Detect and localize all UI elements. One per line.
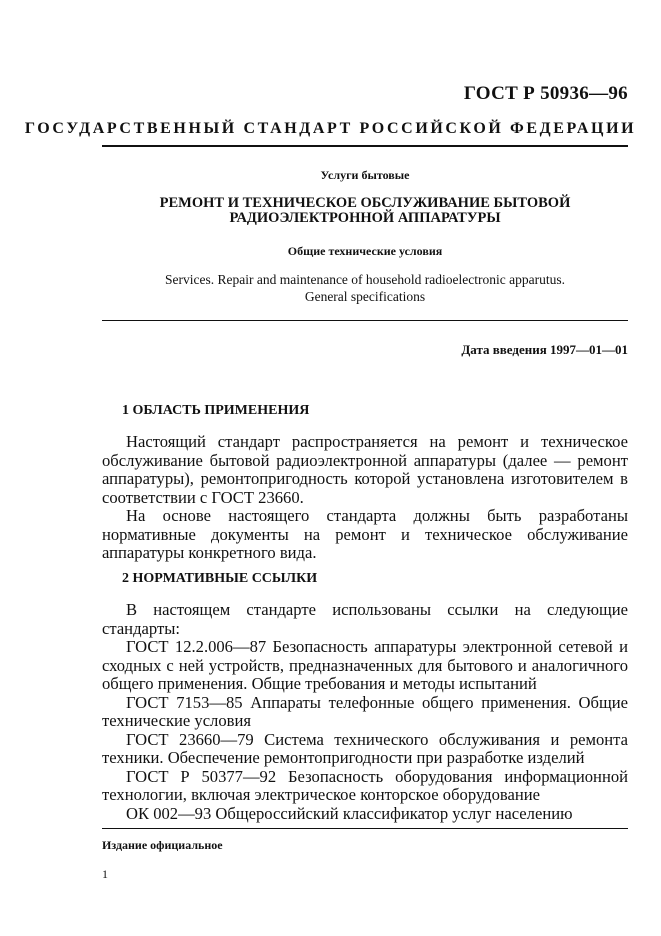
section-1-heading: 1 ОБЛАСТЬ ПРИМЕНЕНИЯ bbox=[122, 403, 310, 418]
reference-ok-002: ОК 002—93 Общероссийский классификатор услуг населению bbox=[126, 803, 573, 823]
reference-gost-12-2-006: ГОСТ 12.2.006—87 Безопасность аппаратуры электронной сетевой и сходных с ней устройств, предназначенных для бытового и аналогичного общего применения. Общие требования и методы испытаний bbox=[102, 637, 628, 693]
gost-number: ГОСТ Р 50936—96 bbox=[463, 83, 628, 104]
section-2-heading: 2 НОРМАТИВНЫЕ ССЫЛКИ bbox=[122, 571, 318, 586]
page-number: 1 bbox=[102, 867, 108, 881]
reference-gost-7153: ГОСТ 7153—85 Аппараты телефонные общего применения. Общие технические условия bbox=[102, 692, 628, 730]
document-subtitle: Общие технические условия bbox=[287, 244, 443, 258]
document-title-line-2: РАДИОЭЛЕКТРОННОЙ АППАРАТУРЫ bbox=[229, 210, 501, 226]
document-title-line-1: РЕМОНТ И ТЕХНИЧЕСКОЕ ОБСЛУЖИВАНИЕ БЫТОВОЙ bbox=[159, 195, 571, 211]
english-title-line-1: Services. Repair and maintenance of household radioelectronic apparutus. bbox=[165, 272, 565, 287]
english-title bbox=[102, 272, 628, 305]
header-divider bbox=[102, 145, 628, 147]
introduction-date: Дата введения 1997—01—01 bbox=[461, 342, 628, 357]
state-standard-title: ГОСУДАРСТВЕННЫЙ СТАНДАРТ РОССИЙСКОЙ ФЕДЕРАЦИИ bbox=[24, 120, 637, 137]
section-1-paragraph-2: На основе настоящего стандарта должны быть разработаны нормативные документы на ремонт и техническое обслуживание аппаратуры конкретного вида. bbox=[102, 506, 628, 562]
standard-subject: Услуги бытовые bbox=[320, 168, 410, 182]
document-title bbox=[102, 196, 628, 226]
reference-gost-r-50377: ГОСТ Р 50377—92 Безопасность оборудования информационной технологии, включая электрическое конторское оборудование bbox=[102, 766, 628, 804]
section-1-paragraph-1: Настоящий стандарт распространяется на ремонт и техническое обслуживание бытовой радиоэлектронной аппаратуры (далее — ремонт аппаратуры), ремонтопригодность которой установлена изготовителем в соответствии с ГОСТ 23660. bbox=[102, 432, 628, 507]
section-2-body bbox=[102, 601, 628, 823]
title-divider bbox=[102, 320, 628, 321]
english-title-line-2: General specifications bbox=[304, 288, 426, 304]
reference-gost-23660: ГОСТ 23660—79 Система технического обслуживания и ремонта техники. Обеспечение ремонтопригодности при разработке изделий bbox=[102, 729, 628, 767]
footer-divider bbox=[102, 828, 628, 829]
section-2-paragraph-1: В настоящем стандарте использованы ссылки на следующие стандарты: bbox=[102, 600, 628, 638]
edition-label: Издание официальное bbox=[102, 838, 223, 852]
section-1-body bbox=[102, 433, 628, 563]
